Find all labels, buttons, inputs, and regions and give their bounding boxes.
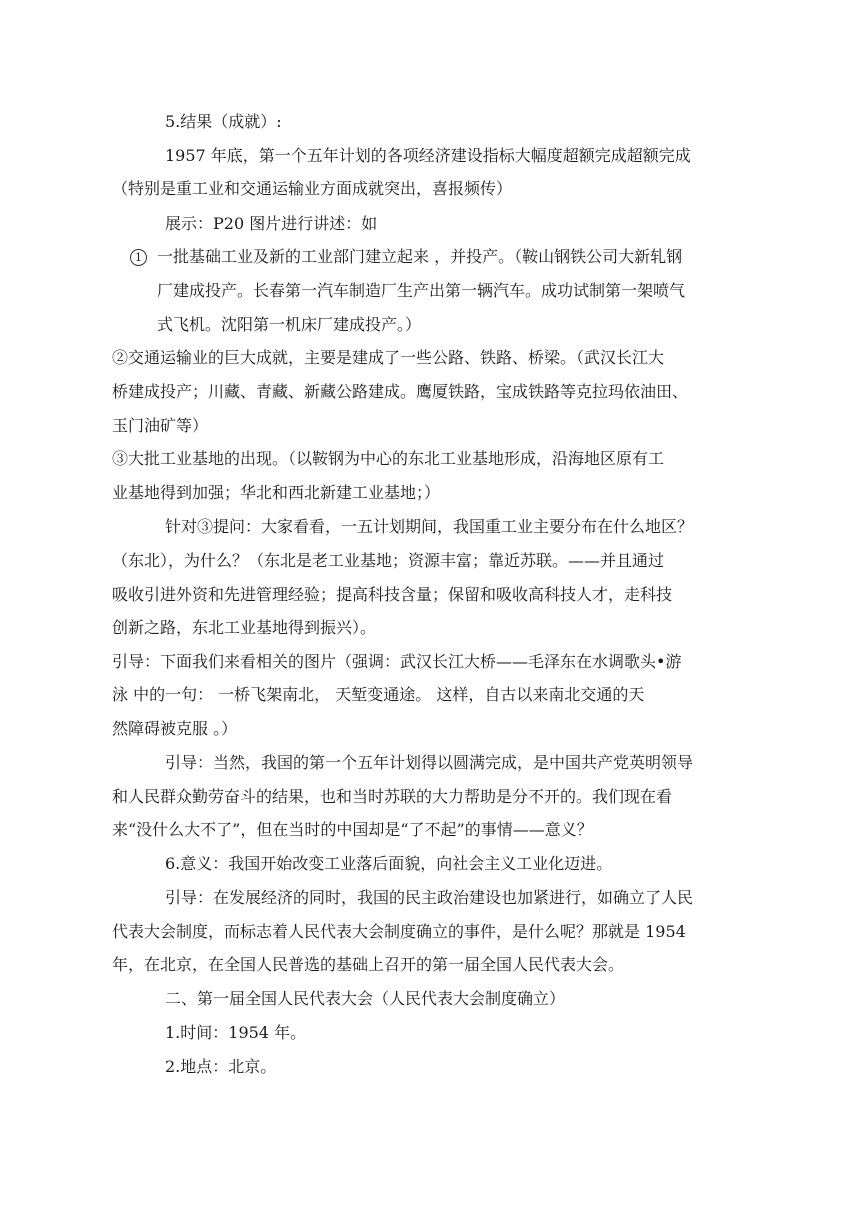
- text-line: （东北），为什么？（东北是老工业基地；资源丰富；靠近苏联。——并且通过: [112, 551, 665, 570]
- text-line: 厂建成投产。长春第一汽车制造厂生产出第一辆汽车。成功试制第一架喷气: [157, 281, 686, 300]
- text-line: 引导：当然，我国的第一个五年计划得以圆满完成，是中国共产党英明领导: [165, 753, 694, 772]
- text-line: 针对③提问：大家看看，一五计划期间，我国重工业主要分布在什么地区？: [165, 517, 694, 536]
- text-line: 桥建成投产；川藏、青藏、新藏公路建成。鹰厦铁路，宝成铁路等克拉玛依油田、: [112, 382, 689, 401]
- text-line: 式飞机。沈阳第一机床厂建成投产。）: [157, 315, 422, 334]
- text-line: 然障碍被克服 。）: [112, 719, 238, 738]
- circled-number: 1: [130, 249, 147, 266]
- text-line: 玉门油矿等）: [112, 416, 209, 435]
- text-line: ③大批工业基地的出现。（以鞍钢为中心的东北工业基地形成，沿海地区原有工: [112, 449, 665, 468]
- text-line-circled: [130, 242, 682, 272]
- text-line: 代表大会制度，而标志着人民代表大会制度确立的事件，是什么呢？那就是 1954: [112, 922, 686, 941]
- text-line: 1957 年底，第一个五年计划的各项经济建设指标大幅度超额完成超额完成: [165, 146, 691, 165]
- text-line: 5.结果（成就）:: [165, 112, 282, 131]
- text-line: 来“没什么大不了”，但在当时的中国却是“了不起”的事情——意义？: [112, 820, 593, 839]
- text-line: 引导：下面我们来看相关的图片（强调：武汉长江大桥——毛泽东在水调歌头•游: [112, 652, 682, 671]
- text-line: 和人民群众勤劳奋斗的结果，也和当时苏联的大力帮助是分不开的。我们现在看: [112, 787, 673, 806]
- text-line: 创新之路，东北工业基地得到振兴）。: [112, 618, 377, 637]
- text-line: ②交通运输业的巨大成就，主要是建成了一些公路、铁路、桥梁。（武汉长江大: [112, 348, 665, 367]
- text-line: 引导：在发展经济的同时，我国的民主政治建设也加紧进行，如确立了人民: [165, 888, 694, 907]
- text-line: 一批基础工业及新的工业部门建立起来 ，并投产。（鞍山钢铁公司大新轧钢: [157, 247, 683, 266]
- text-line: 6.意义：我国开始改变工业落后面貌，向社会主义工业化迈进。: [165, 854, 613, 873]
- text-line: （特别是重工业和交通运输业方面成就突出，喜报频传）: [112, 179, 513, 198]
- text-line: 业基地得到加强；华北和西北新建工业基地；）: [112, 483, 441, 502]
- text-line: 1.时间：1954 年。: [165, 1023, 307, 1042]
- text-line: 泳 中的一句： 一桥飞架南北， 天堑变通途。 这样，自古以来南北交通的天: [112, 685, 645, 704]
- section-heading: 二、第一届全国人民代表大会（人民代表大会制度确立）: [165, 989, 566, 1008]
- text-line: 年，在北京，在全国人民普选的基础上召开的第一届全国人民代表大会。: [112, 955, 625, 974]
- text-line: 展示：P20 图片进行讲述：如: [165, 214, 378, 233]
- text-line: 2.地点：北京。: [165, 1057, 277, 1076]
- text-line: 吸收引进外资和先进管理经验；提高科技含量；保留和吸收高科技人才，走科技: [112, 585, 673, 604]
